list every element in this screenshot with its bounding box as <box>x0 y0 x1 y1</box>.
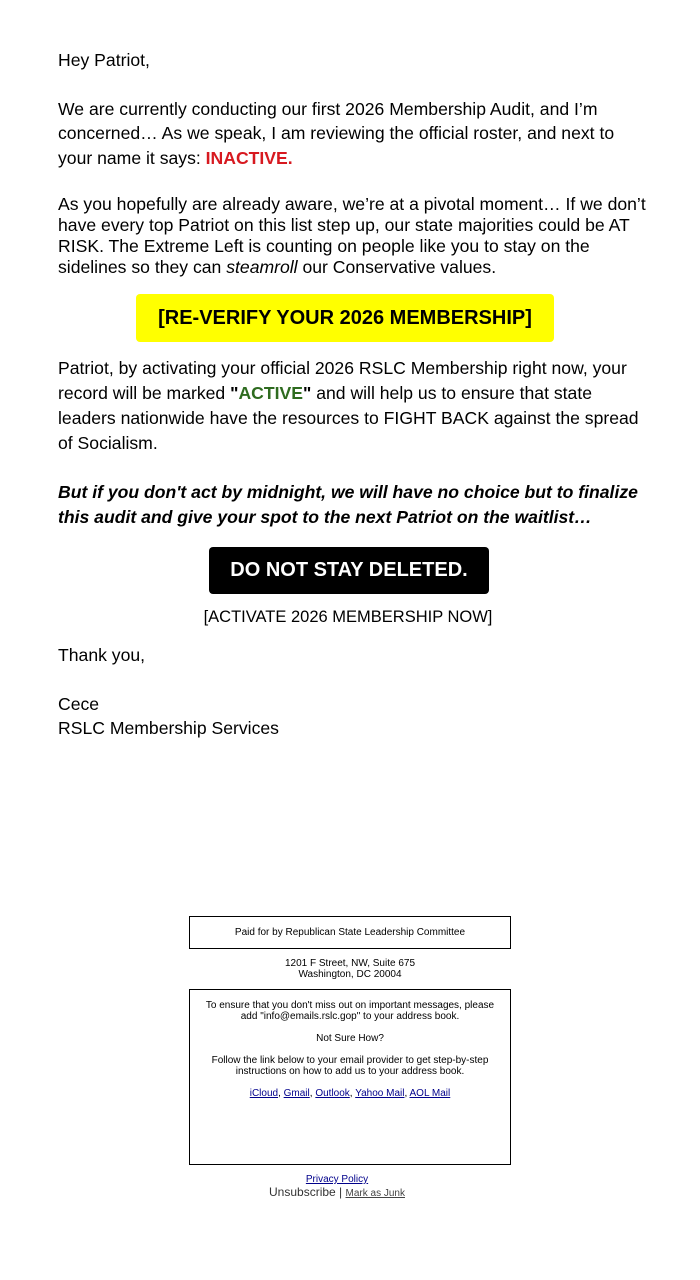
quote-open: " <box>230 383 239 403</box>
address-line1: 1201 F Street, NW, Suite 675 <box>284 958 416 969</box>
privacy-row <box>189 1174 485 1185</box>
reverify-membership-button[interactable]: [RE-VERIFY YOUR 2026 MEMBERSHIP] <box>136 294 554 342</box>
yahoo-mail-link[interactable]: Yahoo Mail <box>355 1088 405 1099</box>
unsubscribe-row <box>189 1185 485 1201</box>
privacy-policy-link[interactable]: Privacy Policy <box>305 1174 369 1185</box>
not-sure-text: Not Sure How? <box>316 1033 384 1044</box>
address-book-text: To ensure that you don't miss out on important messages, please add "info@emails.rslc.gop" to your address book. <box>205 1000 495 1022</box>
unsubscribe-link[interactable]: Unsubscribe <box>269 1185 336 1199</box>
paragraph-pivotal-end: our Conservative values. <box>297 257 497 277</box>
gmail-link[interactable]: Gmail <box>283 1088 310 1099</box>
thanks: Thank you, <box>58 645 146 665</box>
paragraph-activating-text: Patriot, by activating your official 2026 RSLC Membership right now, your record will be marked <box>58 358 627 403</box>
email-body <box>58 48 648 741</box>
activate-membership-link[interactable]: [ACTIVATE 2026 MEMBERSHIP NOW] <box>203 608 493 626</box>
mark-as-junk-link[interactable]: Mark as Junk <box>345 1188 405 1199</box>
address-book-box <box>189 989 511 1165</box>
follow-text: Follow the link below to your email provider to get step-by-step instructions on how to add us to your address book. <box>211 1055 489 1077</box>
quote-close: " <box>302 383 312 403</box>
paid-for-box: Paid for by Republican State Leadership Committee <box>189 916 511 949</box>
paragraph-audit <box>58 97 648 171</box>
separator: , <box>404 1088 410 1099</box>
mailing-address <box>189 958 511 980</box>
paragraph-deadline: But if you don't act by midnight, we will have no choice but to finalize this audit and give your spot to the next Patriot on the waitlist… <box>58 482 638 527</box>
provider-links <box>200 1088 500 1099</box>
outlook-link[interactable]: Outlook <box>315 1088 350 1099</box>
separator: , <box>309 1088 316 1099</box>
paragraph-pivotal <box>58 194 648 278</box>
signer-name: Cece <box>58 693 100 714</box>
address-line2: Washington, DC 20004 <box>298 969 402 980</box>
pipe-separator: | <box>335 1185 346 1199</box>
paragraph-activating <box>58 356 648 456</box>
paragraph-activating-end: and will help us to ensure that state leaders nationwide have the resources to FIGHT BACK against the spread of Socialism. <box>58 383 639 453</box>
separator: , <box>278 1088 284 1099</box>
paragraph-audit-text: We are currently conducting our first 2026 Membership Audit, and I’m concerned… As we speak, I am reviewing the official roster, and next to your name it says: <box>58 98 615 168</box>
do-not-stay-deleted-button[interactable]: DO NOT STAY DELETED. <box>209 547 489 594</box>
steamroll-word: steamroll <box>226 257 298 277</box>
separator: , <box>349 1088 356 1099</box>
signer-org: RSLC Membership Services <box>58 718 279 738</box>
inactive-status: INACTIVE. <box>205 147 293 168</box>
paragraph-pivotal-text: As you hopefully are already aware, we’re at a pivotal moment… If we don’t have every top Patriot on this list step up, our state majorities could be AT RISK. The Extreme Left is counting on people like you to stay on the sidelines so they can <box>58 194 646 277</box>
active-status: ACTIVE <box>238 383 303 403</box>
icloud-link[interactable]: iCloud <box>249 1088 279 1099</box>
aol-mail-link[interactable]: AOL Mail <box>409 1088 451 1099</box>
greeting: Hey Patriot, <box>58 50 150 70</box>
